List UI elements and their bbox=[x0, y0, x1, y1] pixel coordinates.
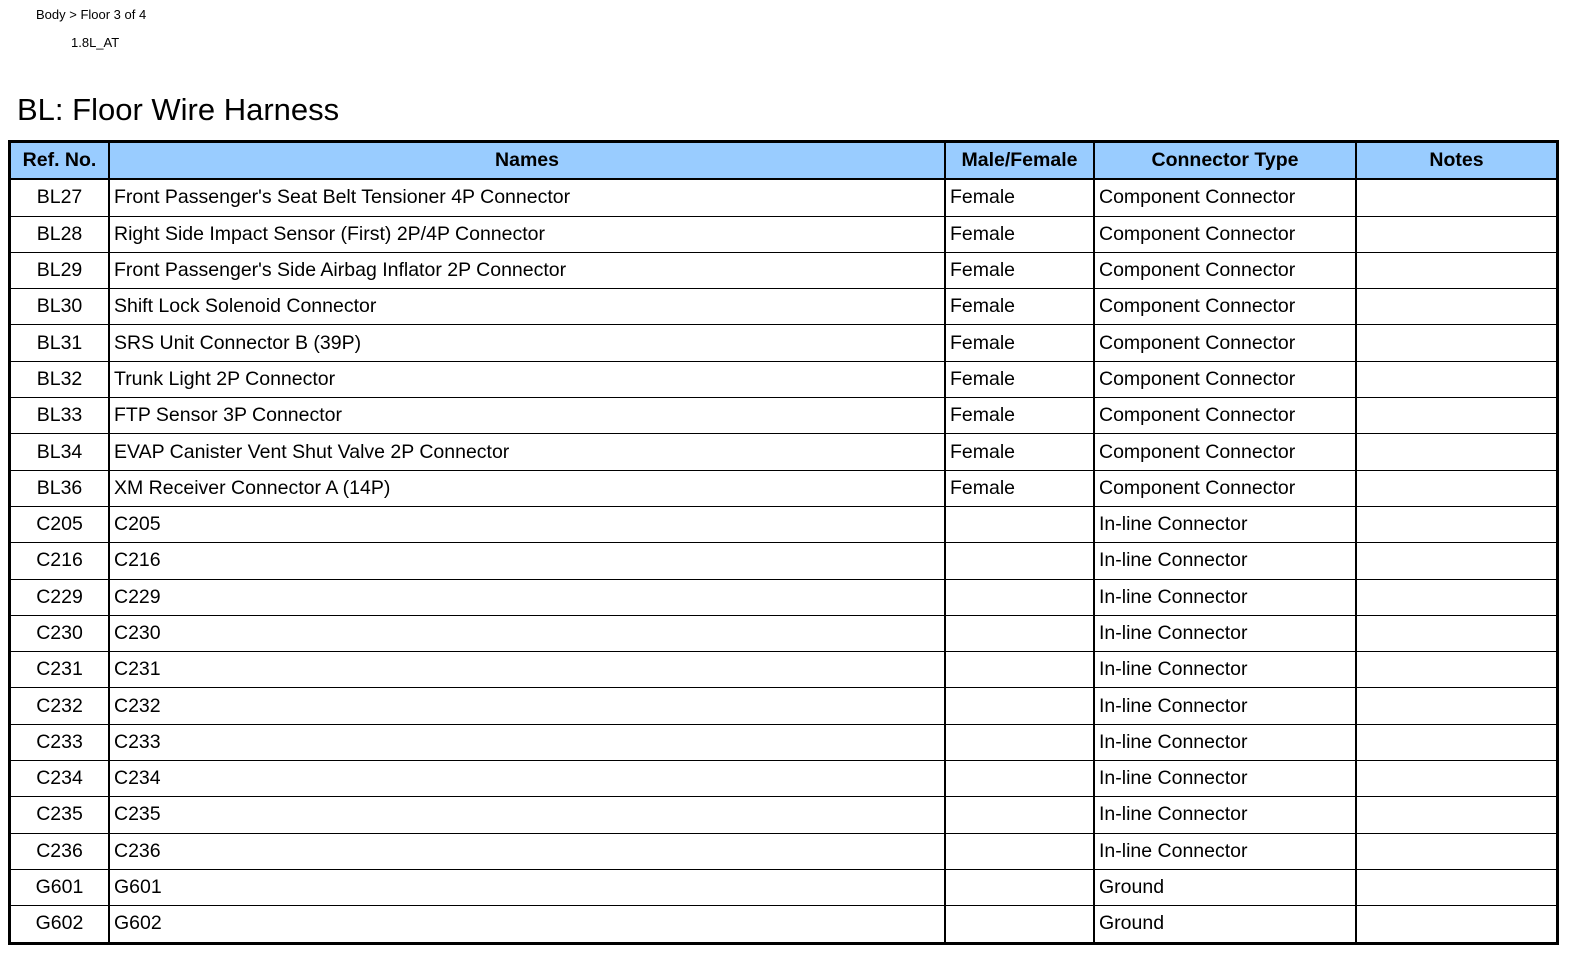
male-female-cell bbox=[945, 506, 1094, 542]
connector-type-cell: Component Connector bbox=[1094, 325, 1356, 361]
table-body bbox=[11, 179, 1556, 941]
connector-type-cell: Component Connector bbox=[1094, 434, 1356, 470]
table-header-row bbox=[11, 143, 1556, 179]
notes-cell bbox=[1356, 434, 1556, 470]
notes-cell bbox=[1356, 906, 1556, 942]
name-cell: Right Side Impact Sensor (First) 2P/4P Connector bbox=[109, 216, 945, 252]
notes-cell bbox=[1356, 652, 1556, 688]
male-female-cell bbox=[945, 652, 1094, 688]
connector-type-cell: In-line Connector bbox=[1094, 615, 1356, 651]
name-cell: XM Receiver Connector A (14P) bbox=[109, 470, 945, 506]
male-female-cell: Female bbox=[945, 398, 1094, 434]
table-row bbox=[11, 506, 1556, 542]
table-row bbox=[11, 615, 1556, 651]
table-row bbox=[11, 398, 1556, 434]
connector-table bbox=[11, 143, 1556, 942]
male-female-cell bbox=[945, 869, 1094, 905]
connector-type-cell: In-line Connector bbox=[1094, 797, 1356, 833]
table-row bbox=[11, 216, 1556, 252]
notes-cell bbox=[1356, 506, 1556, 542]
ref-no-cell: G602 bbox=[11, 906, 109, 942]
ref-no-cell: BL29 bbox=[11, 252, 109, 288]
connector-type-cell: Component Connector bbox=[1094, 398, 1356, 434]
ref-no-cell: C229 bbox=[11, 579, 109, 615]
name-cell: EVAP Canister Vent Shut Valve 2P Connector bbox=[109, 434, 945, 470]
connector-type-cell: In-line Connector bbox=[1094, 724, 1356, 760]
notes-cell bbox=[1356, 470, 1556, 506]
ref-no-cell: C235 bbox=[11, 797, 109, 833]
table-row bbox=[11, 434, 1556, 470]
table-row bbox=[11, 761, 1556, 797]
ref-no-cell: BL30 bbox=[11, 289, 109, 325]
ref-no-cell: C233 bbox=[11, 724, 109, 760]
column-header-male-female: Male/Female bbox=[945, 143, 1094, 179]
ref-no-cell: BL31 bbox=[11, 325, 109, 361]
ref-no-cell: C230 bbox=[11, 615, 109, 651]
column-header-connector-type: Connector Type bbox=[1094, 143, 1356, 179]
name-cell: G601 bbox=[109, 869, 945, 905]
table-row bbox=[11, 797, 1556, 833]
male-female-cell bbox=[945, 761, 1094, 797]
connector-type-cell: Ground bbox=[1094, 869, 1356, 905]
notes-cell bbox=[1356, 761, 1556, 797]
table-row bbox=[11, 579, 1556, 615]
connector-type-cell: Component Connector bbox=[1094, 289, 1356, 325]
connector-type-cell: Ground bbox=[1094, 906, 1356, 942]
male-female-cell: Female bbox=[945, 289, 1094, 325]
table-row bbox=[11, 470, 1556, 506]
name-cell: Front Passenger's Seat Belt Tensioner 4P Connector bbox=[109, 179, 945, 216]
ref-no-cell: BL28 bbox=[11, 216, 109, 252]
table-row bbox=[11, 361, 1556, 397]
connector-type-cell: In-line Connector bbox=[1094, 833, 1356, 869]
column-header-names: Names bbox=[109, 143, 945, 179]
name-cell: C236 bbox=[109, 833, 945, 869]
notes-cell bbox=[1356, 361, 1556, 397]
ref-no-cell: BL36 bbox=[11, 470, 109, 506]
ref-no-cell: C216 bbox=[11, 543, 109, 579]
connector-type-cell: Component Connector bbox=[1094, 179, 1356, 216]
ref-no-cell: C231 bbox=[11, 652, 109, 688]
name-cell: Shift Lock Solenoid Connector bbox=[109, 289, 945, 325]
name-cell: C235 bbox=[109, 797, 945, 833]
connector-type-cell: In-line Connector bbox=[1094, 506, 1356, 542]
male-female-cell bbox=[945, 579, 1094, 615]
notes-cell bbox=[1356, 833, 1556, 869]
ref-no-cell: BL32 bbox=[11, 361, 109, 397]
table-row bbox=[11, 252, 1556, 288]
notes-cell bbox=[1356, 688, 1556, 724]
connector-table-container bbox=[8, 140, 1559, 945]
male-female-cell: Female bbox=[945, 179, 1094, 216]
connector-type-cell: In-line Connector bbox=[1094, 761, 1356, 797]
male-female-cell: Female bbox=[945, 325, 1094, 361]
male-female-cell bbox=[945, 724, 1094, 760]
notes-cell bbox=[1356, 579, 1556, 615]
name-cell: C229 bbox=[109, 579, 945, 615]
table-row bbox=[11, 688, 1556, 724]
ref-no-cell: BL27 bbox=[11, 179, 109, 216]
male-female-cell: Female bbox=[945, 252, 1094, 288]
name-cell: Trunk Light 2P Connector bbox=[109, 361, 945, 397]
male-female-cell: Female bbox=[945, 361, 1094, 397]
name-cell: FTP Sensor 3P Connector bbox=[109, 398, 945, 434]
notes-cell bbox=[1356, 724, 1556, 760]
table-row bbox=[11, 833, 1556, 869]
notes-cell bbox=[1356, 797, 1556, 833]
name-cell: C230 bbox=[109, 615, 945, 651]
table-row bbox=[11, 325, 1556, 361]
connector-type-cell: In-line Connector bbox=[1094, 652, 1356, 688]
male-female-cell bbox=[945, 543, 1094, 579]
name-cell: G602 bbox=[109, 906, 945, 942]
notes-cell bbox=[1356, 252, 1556, 288]
notes-cell bbox=[1356, 543, 1556, 579]
connector-type-cell: Component Connector bbox=[1094, 252, 1356, 288]
name-cell: C233 bbox=[109, 724, 945, 760]
male-female-cell: Female bbox=[945, 470, 1094, 506]
name-cell: C232 bbox=[109, 688, 945, 724]
notes-cell bbox=[1356, 615, 1556, 651]
table-row bbox=[11, 289, 1556, 325]
notes-cell bbox=[1356, 289, 1556, 325]
table-row bbox=[11, 543, 1556, 579]
connector-type-cell: In-line Connector bbox=[1094, 543, 1356, 579]
notes-cell bbox=[1356, 869, 1556, 905]
male-female-cell bbox=[945, 615, 1094, 651]
male-female-cell: Female bbox=[945, 216, 1094, 252]
name-cell: C216 bbox=[109, 543, 945, 579]
male-female-cell bbox=[945, 833, 1094, 869]
connector-type-cell: Component Connector bbox=[1094, 470, 1356, 506]
notes-cell bbox=[1356, 325, 1556, 361]
ref-no-cell: C205 bbox=[11, 506, 109, 542]
ref-no-cell: C232 bbox=[11, 688, 109, 724]
table-row bbox=[11, 724, 1556, 760]
page-subtitle: 1.8L_AT bbox=[71, 35, 120, 50]
connector-type-cell: In-line Connector bbox=[1094, 688, 1356, 724]
ref-no-cell: C234 bbox=[11, 761, 109, 797]
male-female-cell bbox=[945, 797, 1094, 833]
connector-type-cell: Component Connector bbox=[1094, 216, 1356, 252]
table-row bbox=[11, 179, 1556, 216]
notes-cell bbox=[1356, 216, 1556, 252]
ref-no-cell: G601 bbox=[11, 869, 109, 905]
connector-type-cell: Component Connector bbox=[1094, 361, 1356, 397]
breadcrumb: Body > Floor 3 of 4 bbox=[36, 7, 147, 22]
table-row bbox=[11, 869, 1556, 905]
name-cell: C231 bbox=[109, 652, 945, 688]
notes-cell bbox=[1356, 398, 1556, 434]
name-cell: SRS Unit Connector B (39P) bbox=[109, 325, 945, 361]
male-female-cell bbox=[945, 906, 1094, 942]
table-row bbox=[11, 652, 1556, 688]
ref-no-cell: BL34 bbox=[11, 434, 109, 470]
ref-no-cell: BL33 bbox=[11, 398, 109, 434]
column-header-notes: Notes bbox=[1356, 143, 1556, 179]
name-cell: Front Passenger's Side Airbag Inflator 2P Connector bbox=[109, 252, 945, 288]
name-cell: C205 bbox=[109, 506, 945, 542]
table-row bbox=[11, 906, 1556, 942]
column-header-ref-no: Ref. No. bbox=[11, 143, 109, 179]
ref-no-cell: C236 bbox=[11, 833, 109, 869]
notes-cell bbox=[1356, 179, 1556, 216]
name-cell: C234 bbox=[109, 761, 945, 797]
connector-type-cell: In-line Connector bbox=[1094, 579, 1356, 615]
page-title: BL: Floor Wire Harness bbox=[17, 92, 340, 127]
male-female-cell bbox=[945, 688, 1094, 724]
male-female-cell: Female bbox=[945, 434, 1094, 470]
